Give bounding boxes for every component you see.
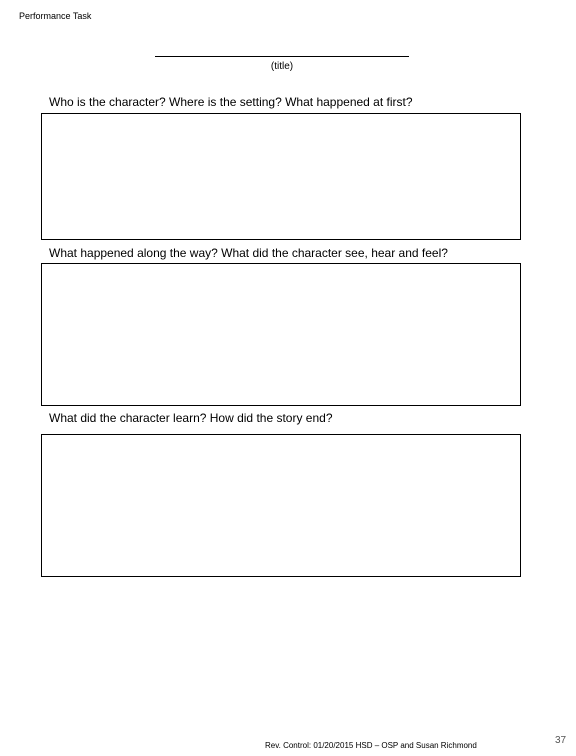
page-number: 37 bbox=[555, 735, 567, 746]
section-3-prompt: What did the character learn? How did the story end? bbox=[49, 411, 333, 425]
section-1-prompt: Who is the character? Where is the setting? What happened at first? bbox=[49, 95, 413, 109]
title-caption: (title) bbox=[270, 61, 294, 72]
header-label: Performance Task bbox=[19, 11, 92, 21]
section-2-prompt: What happened along the way? What did the character see, hear and feel? bbox=[49, 246, 448, 260]
section-3-answer-box[interactable] bbox=[41, 434, 521, 577]
section-2-answer-box[interactable] bbox=[41, 263, 521, 406]
section-1-answer-box[interactable] bbox=[41, 113, 521, 240]
title-line bbox=[155, 56, 409, 57]
footer-revision: Rev. Control: 01/20/2015 HSD – OSP and Susan Richmond bbox=[265, 741, 477, 750]
